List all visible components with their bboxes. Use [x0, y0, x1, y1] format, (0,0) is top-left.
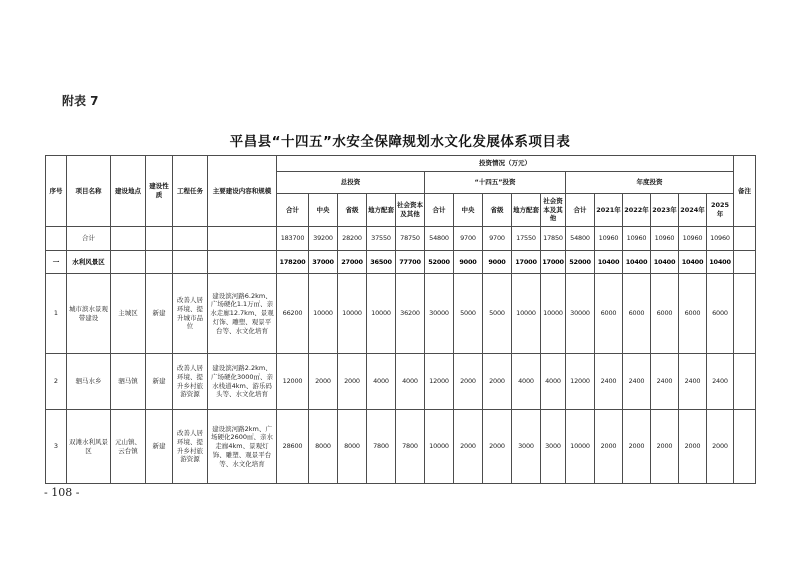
- cell-value: 2000: [338, 354, 367, 410]
- project-row: [46, 410, 756, 484]
- cell-project-name: 水利风景区: [67, 251, 111, 274]
- cell-project-name: 驷马水乡: [67, 354, 111, 410]
- section-row: [46, 251, 756, 274]
- cell-value: 17000: [512, 251, 541, 274]
- cell-value: 10960: [623, 227, 651, 251]
- col-header-year-2022: 2022年: [623, 194, 651, 227]
- cell-value: 10400: [623, 251, 651, 274]
- cell-nature: [146, 227, 173, 251]
- cell-value: 9000: [454, 251, 483, 274]
- cell-remark: [734, 227, 756, 251]
- cell-value: 6000: [707, 274, 734, 354]
- page-title: 平昌县“十四五”水安全保障规划水文化发展体系项目表: [229, 134, 571, 150]
- cell-value: 17850: [541, 227, 566, 251]
- col-header-annual-investment: 年度投资: [566, 172, 734, 194]
- cell-value: 37550: [367, 227, 396, 251]
- project-table: [45, 155, 756, 484]
- cell-value: 10000: [338, 274, 367, 354]
- cell-value: 3000: [512, 410, 541, 484]
- cell-value: 3000: [541, 410, 566, 484]
- cell-value: 27000: [338, 251, 367, 274]
- cell-project-name: 合计: [67, 227, 111, 251]
- cell-value: 37000: [309, 251, 338, 274]
- cell-value: 4000: [512, 354, 541, 410]
- cell-task: [173, 227, 208, 251]
- cell-value: 36500: [367, 251, 396, 274]
- cell-value: 12000: [277, 354, 309, 410]
- cell-nature: 新建: [146, 354, 173, 410]
- table-header: [46, 156, 756, 227]
- cell-value: 178200: [277, 251, 309, 274]
- cell-value: 10400: [707, 251, 734, 274]
- cell-value: 2400: [651, 354, 679, 410]
- cell-nature: 新建: [146, 274, 173, 354]
- cell-value: 17550: [512, 227, 541, 251]
- cell-value: 10000: [309, 274, 338, 354]
- cell-nature: [146, 251, 173, 274]
- cell-seq: 一: [46, 251, 67, 274]
- cell-value: 9700: [483, 227, 512, 251]
- cell-value: 78750: [396, 227, 425, 251]
- cell-value: 2000: [707, 410, 734, 484]
- cell-project-name: 双滩水利风景区: [67, 410, 111, 484]
- cell-value: 10400: [679, 251, 707, 274]
- cell-task: 改善人居环境、提升城市品位: [173, 274, 208, 354]
- cell-seq: 2: [46, 354, 67, 410]
- cell-value: 2400: [679, 354, 707, 410]
- cell-value: 4000: [367, 354, 396, 410]
- col-header-total-sum: 合计: [277, 194, 309, 227]
- col-header-year-2023: 2023年: [651, 194, 679, 227]
- cell-value: 54800: [425, 227, 454, 251]
- cell-value: 10000: [512, 274, 541, 354]
- cell-value: 28600: [277, 410, 309, 484]
- cell-value: 2000: [454, 410, 483, 484]
- cell-value: 12000: [425, 354, 454, 410]
- cell-value: 6000: [595, 274, 623, 354]
- cell-value: 2000: [309, 354, 338, 410]
- cell-content: 建设滨河路6.2km、广场硬化1.1万㎡、亲水走廊12.7km、景观灯饰、雕塑、观景平台等、水文化培育: [208, 274, 277, 354]
- cell-value: 2000: [623, 410, 651, 484]
- col-header-fyp-sum: 合计: [425, 194, 454, 227]
- col-header-nature: 建设性质: [146, 156, 173, 227]
- cell-value: 9700: [454, 227, 483, 251]
- cell-value: 4000: [396, 354, 425, 410]
- cell-value: 54800: [566, 227, 595, 251]
- cell-value: 2000: [454, 354, 483, 410]
- cell-remark: [734, 410, 756, 484]
- cell-value: 2400: [623, 354, 651, 410]
- cell-value: 66200: [277, 274, 309, 354]
- cell-remark: [734, 354, 756, 410]
- cell-value: 2000: [483, 354, 512, 410]
- col-header-fyp-provincial: 省级: [483, 194, 512, 227]
- cell-value: 10960: [707, 227, 734, 251]
- col-header-content: 主要建设内容和规模: [208, 156, 277, 227]
- cell-seq: 1: [46, 274, 67, 354]
- cell-location: 元山镇、云台镇: [111, 410, 146, 484]
- appendix-label: 附表 7: [62, 94, 99, 108]
- cell-value: 17000: [541, 251, 566, 274]
- cell-value: 52000: [566, 251, 595, 274]
- col-header-fyp-local: 地方配套: [512, 194, 541, 227]
- cell-value: 10000: [367, 274, 396, 354]
- col-header-project-name: 项目名称: [67, 156, 111, 227]
- cell-task: 改善人居环境、提升乡村旅游资源: [173, 410, 208, 484]
- cell-value: 5000: [454, 274, 483, 354]
- cell-value: 6000: [651, 274, 679, 354]
- col-header-task: 工程任务: [173, 156, 208, 227]
- col-header-year-2025: 2025年: [707, 194, 734, 227]
- cell-value: 10000: [566, 410, 595, 484]
- col-header-fyp-social: 社会资本及其他: [541, 194, 566, 227]
- cell-value: 7800: [367, 410, 396, 484]
- cell-value: 39200: [309, 227, 338, 251]
- page-number: - 108 -: [44, 486, 80, 499]
- cell-location: 驷马镇: [111, 354, 146, 410]
- cell-value: 9000: [483, 251, 512, 274]
- cell-value: 7800: [396, 410, 425, 484]
- cell-nature: 新建: [146, 410, 173, 484]
- cell-value: 30000: [566, 274, 595, 354]
- cell-value: 52000: [425, 251, 454, 274]
- cell-remark: [734, 251, 756, 274]
- cell-value: 4000: [541, 354, 566, 410]
- cell-task: [173, 251, 208, 274]
- cell-location: [111, 251, 146, 274]
- cell-value: 2000: [651, 410, 679, 484]
- cell-value: 10960: [679, 227, 707, 251]
- cell-value: 30000: [425, 274, 454, 354]
- cell-value: 10400: [651, 251, 679, 274]
- col-header-fyp-investment: “十四五”投资: [425, 172, 566, 194]
- col-header-total-investment: 总投资: [277, 172, 425, 194]
- cell-value: 6000: [623, 274, 651, 354]
- cell-value: 10960: [595, 227, 623, 251]
- cell-value: 10000: [425, 410, 454, 484]
- table-body: [46, 227, 756, 484]
- project-row: [46, 354, 756, 410]
- cell-value: 8000: [338, 410, 367, 484]
- cell-value: 8000: [309, 410, 338, 484]
- header-row-1: [46, 156, 756, 172]
- cell-value: 2000: [483, 410, 512, 484]
- cell-task: 改善人居环境、提升乡村旅游资源: [173, 354, 208, 410]
- col-header-year-2021: 2021年: [595, 194, 623, 227]
- col-header-year-2024: 2024年: [679, 194, 707, 227]
- summary-row: [46, 227, 756, 251]
- cell-content: [208, 227, 277, 251]
- col-header-total-local: 地方配套: [367, 194, 396, 227]
- col-header-location: 建设地点: [111, 156, 146, 227]
- cell-content: 建设滨河路2.2km、广场硬化3000㎡、亲水栈道4km、游乐码头等、水文化培育: [208, 354, 277, 410]
- cell-location: 主城区: [111, 274, 146, 354]
- col-header-seq: 序号: [46, 156, 67, 227]
- cell-value: 12000: [566, 354, 595, 410]
- cell-value: 77700: [396, 251, 425, 274]
- col-header-investment-group: 投资情况（万元）: [277, 156, 734, 172]
- col-header-total-central: 中央: [309, 194, 338, 227]
- col-header-remark: 备注: [734, 156, 756, 227]
- cell-value: 36200: [396, 274, 425, 354]
- project-row: [46, 274, 756, 354]
- cell-content: [208, 251, 277, 274]
- cell-project-name: 城市滨水景观带建设: [67, 274, 111, 354]
- cell-value: 10400: [595, 251, 623, 274]
- cell-value: 2400: [595, 354, 623, 410]
- cell-value: 183700: [277, 227, 309, 251]
- cell-value: 28200: [338, 227, 367, 251]
- col-header-total-social: 社会资本及其他: [396, 194, 425, 227]
- cell-value: 2000: [595, 410, 623, 484]
- cell-seq: 3: [46, 410, 67, 484]
- cell-value: 2400: [707, 354, 734, 410]
- cell-value: 2000: [679, 410, 707, 484]
- cell-seq: [46, 227, 67, 251]
- col-header-annual-sum: 合计: [566, 194, 595, 227]
- cell-location: [111, 227, 146, 251]
- cell-remark: [734, 274, 756, 354]
- cell-content: 建设滨河路2km、广场硬化2600㎡、亲水走廊4km、景观灯饰、雕塑、观景平台等、水文化培育: [208, 410, 277, 484]
- cell-value: 10960: [651, 227, 679, 251]
- col-header-fyp-central: 中央: [454, 194, 483, 227]
- cell-value: 6000: [679, 274, 707, 354]
- cell-value: 10000: [541, 274, 566, 354]
- col-header-total-provincial: 省级: [338, 194, 367, 227]
- cell-value: 5000: [483, 274, 512, 354]
